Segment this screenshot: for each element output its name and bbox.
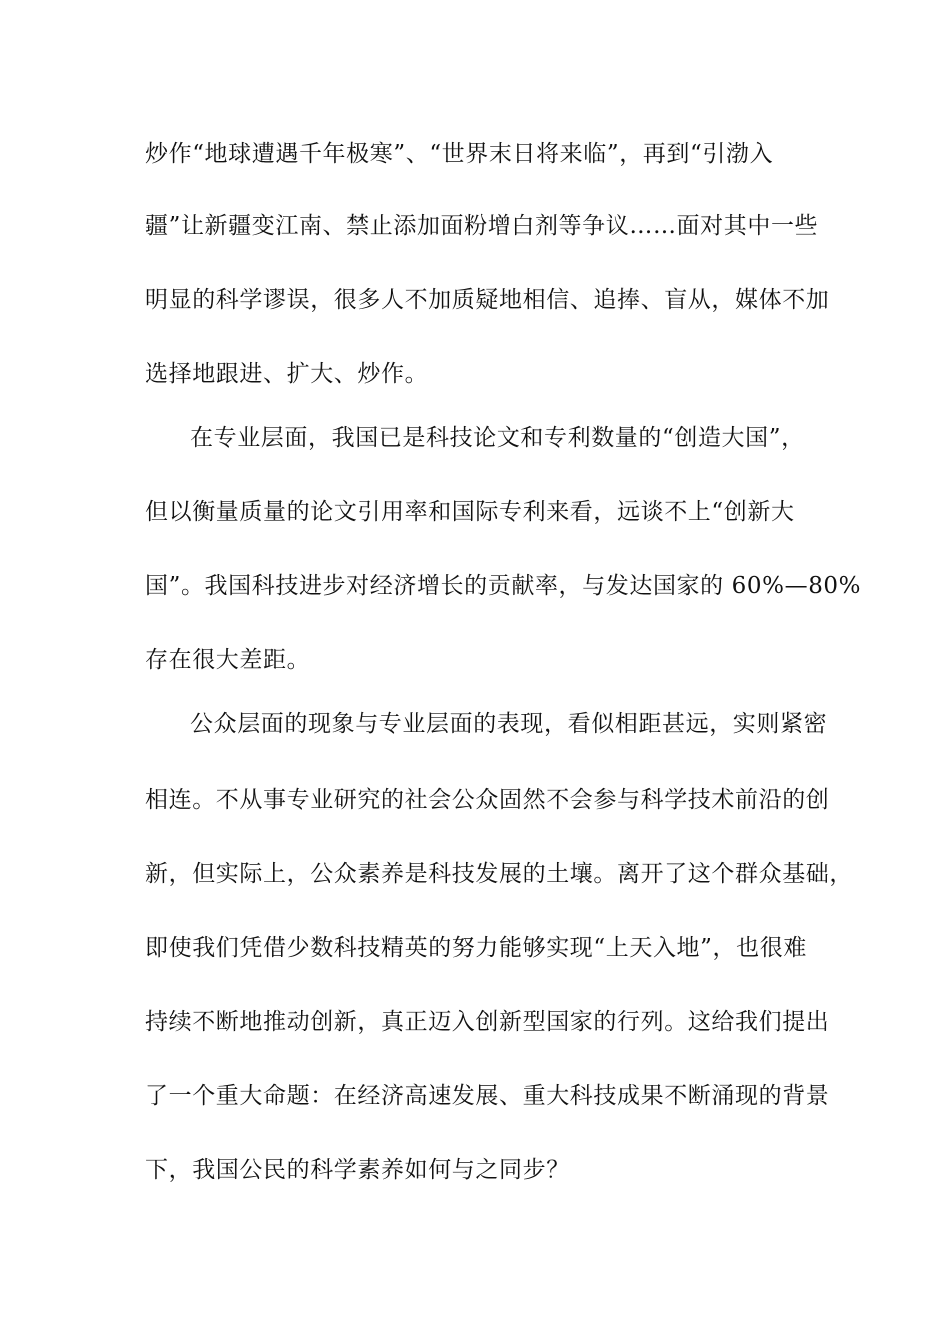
paragraph-first-line: 在专业层面，我国已是科技论文和专利数量的“创造大国”，: [190, 425, 805, 451]
text-line: 炒作“地球遭遇千年极寒”、“世界末日将来临”，再到“引渤入: [145, 141, 774, 167]
text-line: 存在很大差距。: [145, 647, 311, 673]
text-line: 选择地跟进、扩大、炒作。: [145, 361, 429, 387]
paragraph-first-line: 公众层面的现象与专业层面的表现，看似相距甚远，实则紧密: [190, 711, 828, 737]
text-line: 疆”让新疆变江南、禁止添加面粉增白剂等争议……面对其中一些: [145, 213, 819, 239]
text-line: 但以衡量质量的论文引用率和国际专利来看，远谈不上“创新大: [145, 499, 795, 525]
text-line: 相连。不从事专业研究的社会公众固然不会参与科学技术前沿的创: [145, 787, 830, 813]
text-line: 持续不断地推动创新，真正迈入创新型国家的行列。这给我们提出: [145, 1009, 830, 1035]
text-line: 明显的科学谬误，很多人不加质疑地相信、追捧、盲从，媒体不加: [145, 287, 830, 313]
text-line: 即使我们凭借少数科技精英的努力能够实现“上天入地”，也很难: [145, 935, 807, 961]
text-line: 国”。我国科技进步对经济增长的贡献率，与发达国家的 60%—80%: [145, 573, 862, 599]
text-line: 了一个重大命题：在经济高速发展、重大科技成果不断涌现的背景: [145, 1083, 830, 1109]
text-line: 新，但实际上，公众素养是科技发展的土壤。离开了这个群众基础，: [145, 861, 853, 887]
text-line: 下，我国公民的科学素养如何与之同步？: [145, 1157, 570, 1183]
